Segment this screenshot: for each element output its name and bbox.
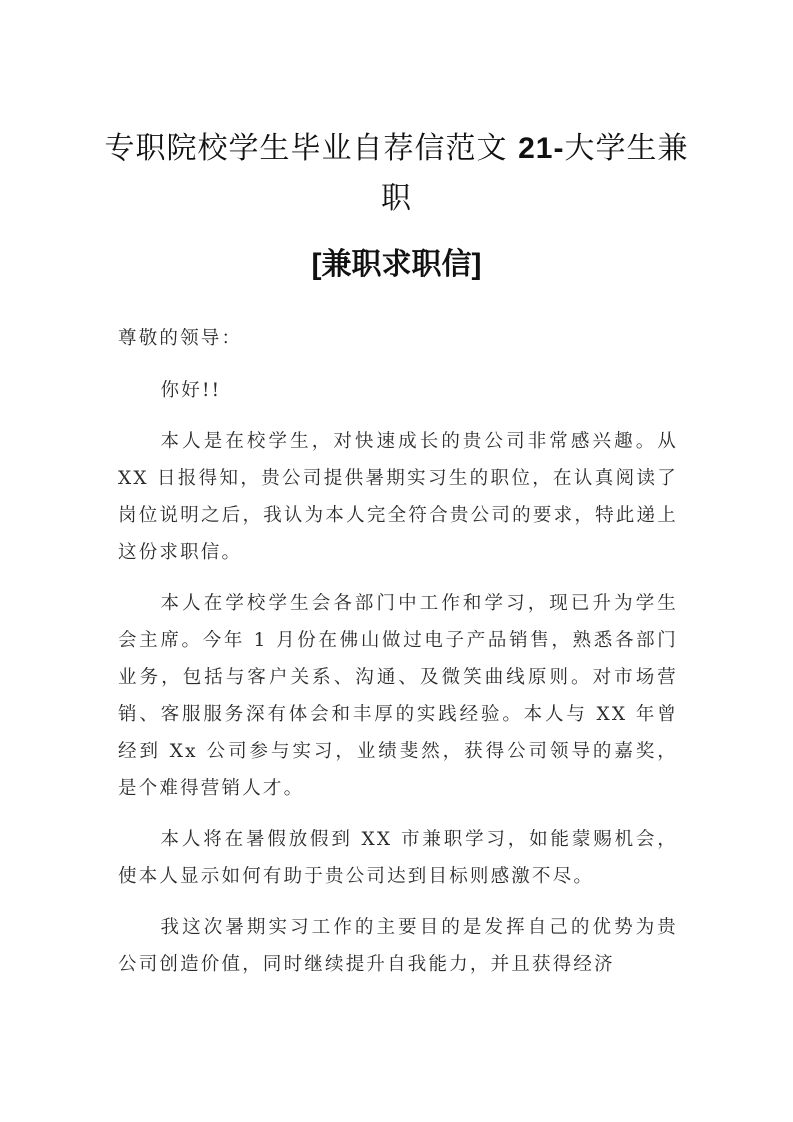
salutation: 尊敬的领导： — [118, 328, 243, 349]
greeting: 你好!! — [160, 380, 222, 401]
title-text-part1: 专职院校学生毕业自荐信范文 — [104, 131, 519, 166]
letter-body — [118, 320, 678, 997]
body-paragraph-3: 本人将在暑假放假到 XX 市兼职学习，如能蒙赐机会，使本人显示如何有助于贵公司达到目标则感激不尽。 — [118, 829, 678, 887]
body-paragraph-4: 我这次暑期实习工作的主要目的是发挥自己的优势为贵公司创造价值，同时继续提升自我能力，并且获得经济 — [118, 917, 678, 975]
subtitle-text: 兼职求职信 — [321, 247, 472, 282]
title-text-part2: 大学生兼职 — [381, 131, 689, 216]
document-subtitle — [100, 240, 693, 290]
title-number: 21- — [518, 132, 565, 165]
body-paragraph-1: 本人是在校学生，对快速成长的贵公司非常感兴趣。从 XX 日报得知，贵公司提供暑期实习生的职位，在认真阅读了岗位说明之后，我认为本人完全符合贵公司的要求，特此递上这份求职信。 — [118, 431, 678, 563]
body-paragraph-2: 本人在学校学生会各部门中工作和学习，现已升为学生会主席。今年 1 月份在佛山做过电子产品销售，熟悉各部门业务，包括与客户关系、沟通、及微笑曲线原则。对市场营销、客服服务深有体会和丰厚的实践经验。本人与 XX 年曾经到 Xx 公司参与实习，业绩斐然，获得公司领导的嘉奖，是个难得营销人才。 — [118, 593, 678, 799]
subtitle-close-bracket: ] — [471, 248, 482, 281]
subtitle-open-bracket: [ — [311, 248, 322, 281]
document-title — [100, 124, 693, 224]
